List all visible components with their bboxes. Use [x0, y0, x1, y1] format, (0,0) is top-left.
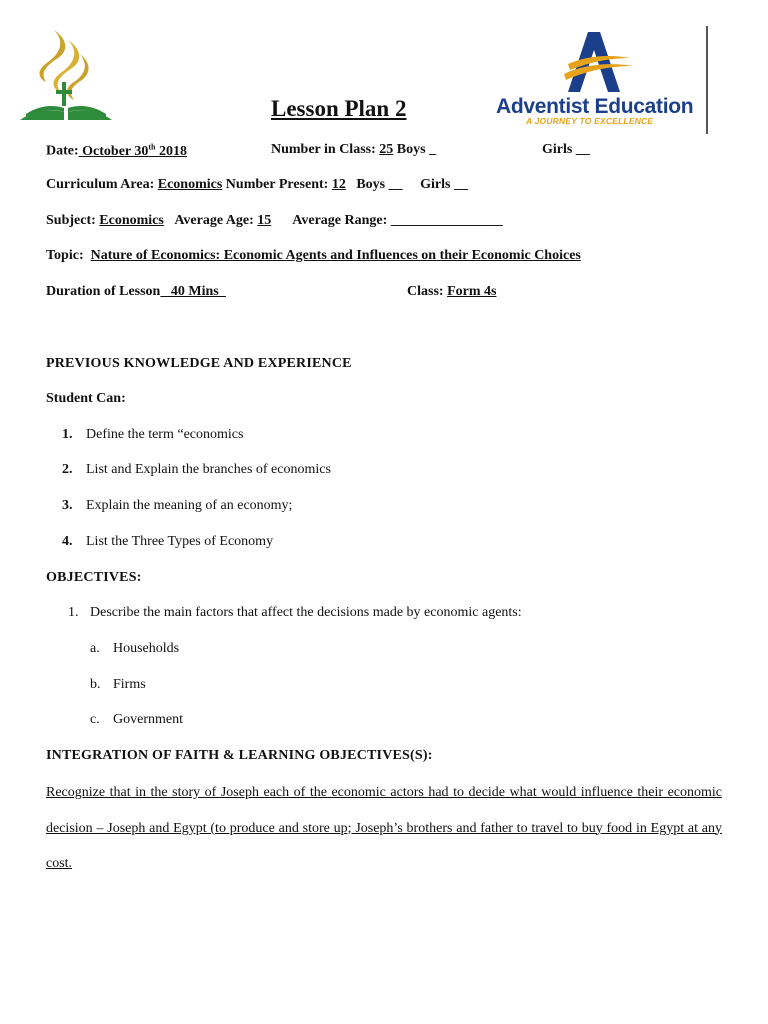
subject-value: Economics: [99, 213, 164, 228]
date-year: 2018: [155, 143, 188, 159]
pk-item-3-text: Explain the meaning of an economy;: [86, 498, 293, 513]
date-suffix: th: [148, 142, 156, 151]
pk-item-4-text: List the Three Types of Economy: [86, 534, 274, 549]
objective-1-text: Describe the main factors that affect the decisions made by economic agents:: [90, 605, 522, 620]
date-value: [79, 144, 187, 159]
flame-book-icon: [16, 26, 116, 124]
page-title: Lesson Plan 2: [271, 96, 407, 121]
pk-item-2-number: 2.: [62, 462, 73, 477]
sda-logo: [16, 26, 116, 124]
number-present-value: 12: [331, 177, 346, 192]
objective-sub-b-text: Firms: [113, 677, 146, 692]
curriculum-area-label: Curriculum Area:: [46, 177, 155, 192]
topic-row: [46, 248, 581, 264]
student-can-heading: Student Can:: [46, 391, 126, 406]
pk-item-1-number: 1.: [62, 427, 73, 442]
objectives-heading: OBJECTIVES:: [46, 570, 142, 585]
date-day: October 30: [78, 143, 149, 159]
objective-sub-c-letter: c.: [90, 712, 100, 727]
average-range-label: Average Range:: [292, 213, 388, 228]
curriculum-area-value: Economics: [157, 177, 223, 192]
subject-row: [46, 213, 503, 229]
objective-sub-a-letter: a.: [90, 641, 100, 656]
class-value: Form 4s: [447, 284, 497, 299]
duration-label: Duration of Lesson: [46, 284, 161, 299]
objective-sub-c-text: Government: [113, 712, 183, 727]
number-present-label: Number Present:: [225, 177, 329, 192]
girls-value: __: [575, 142, 590, 157]
date-label: Date:: [46, 143, 79, 159]
girls-present: Girls __: [420, 177, 468, 192]
integration-heading: INTEGRATION OF FAITH & LEARNING OBJECTIVES(S):: [46, 748, 433, 763]
objective-sub-a-text: Households: [113, 641, 180, 656]
girls-label: Girls: [542, 142, 573, 157]
duration-value: _40 Mins_: [160, 284, 226, 299]
adventist-education-logo: [494, 26, 714, 134]
topic-label: Topic:: [46, 248, 84, 263]
duration-field: [46, 284, 226, 300]
average-range-value: ________________: [390, 213, 503, 228]
pk-item-3-number: 3.: [62, 498, 73, 513]
brand-tagline: A JOURNEY TO EXCELLENCE: [526, 116, 654, 126]
class-label: Class:: [407, 284, 444, 299]
number-in-class-field: [271, 142, 436, 158]
boys-value: _: [425, 142, 437, 157]
objective-1-number: 1.: [68, 605, 79, 620]
boys-label: Boys: [396, 142, 426, 157]
pk-item-2-text: List and Explain the branches of economics: [86, 462, 331, 477]
subject-label: Subject:: [46, 213, 96, 228]
header-divider: [706, 26, 708, 134]
average-age-value: 15: [257, 213, 272, 228]
curriculum-row: [46, 177, 468, 193]
class-field: [407, 284, 496, 300]
previous-knowledge-heading: PREVIOUS KNOWLEDGE AND EXPERIENCE: [46, 356, 352, 371]
a-letter-icon: [560, 28, 636, 94]
topic-value: Nature of Economics: Economic Agents and Influences on their Economic Choices: [90, 248, 581, 263]
pk-item-1-text: Define the term “economics: [86, 427, 244, 442]
brand-name: Adventist Education: [496, 95, 694, 118]
boys-present: Boys __: [356, 177, 403, 192]
date-field: [46, 142, 187, 160]
pk-item-4-number: 4.: [62, 534, 73, 549]
objective-sub-b-letter: b.: [90, 677, 101, 692]
number-in-class-label: Number in Class:: [271, 142, 376, 157]
integration-paragraph: Recognize that in the story of Joseph each of the economic actors had to decide what would influence their economic decision – Joseph and Egypt (to produce and store up; Joseph’s brothers and father to travel to buy food in Egypt at any cost.: [46, 785, 722, 871]
number-in-class-value: 25: [379, 142, 394, 157]
average-age-label: Average Age:: [174, 213, 254, 228]
girls-field: [542, 142, 590, 158]
